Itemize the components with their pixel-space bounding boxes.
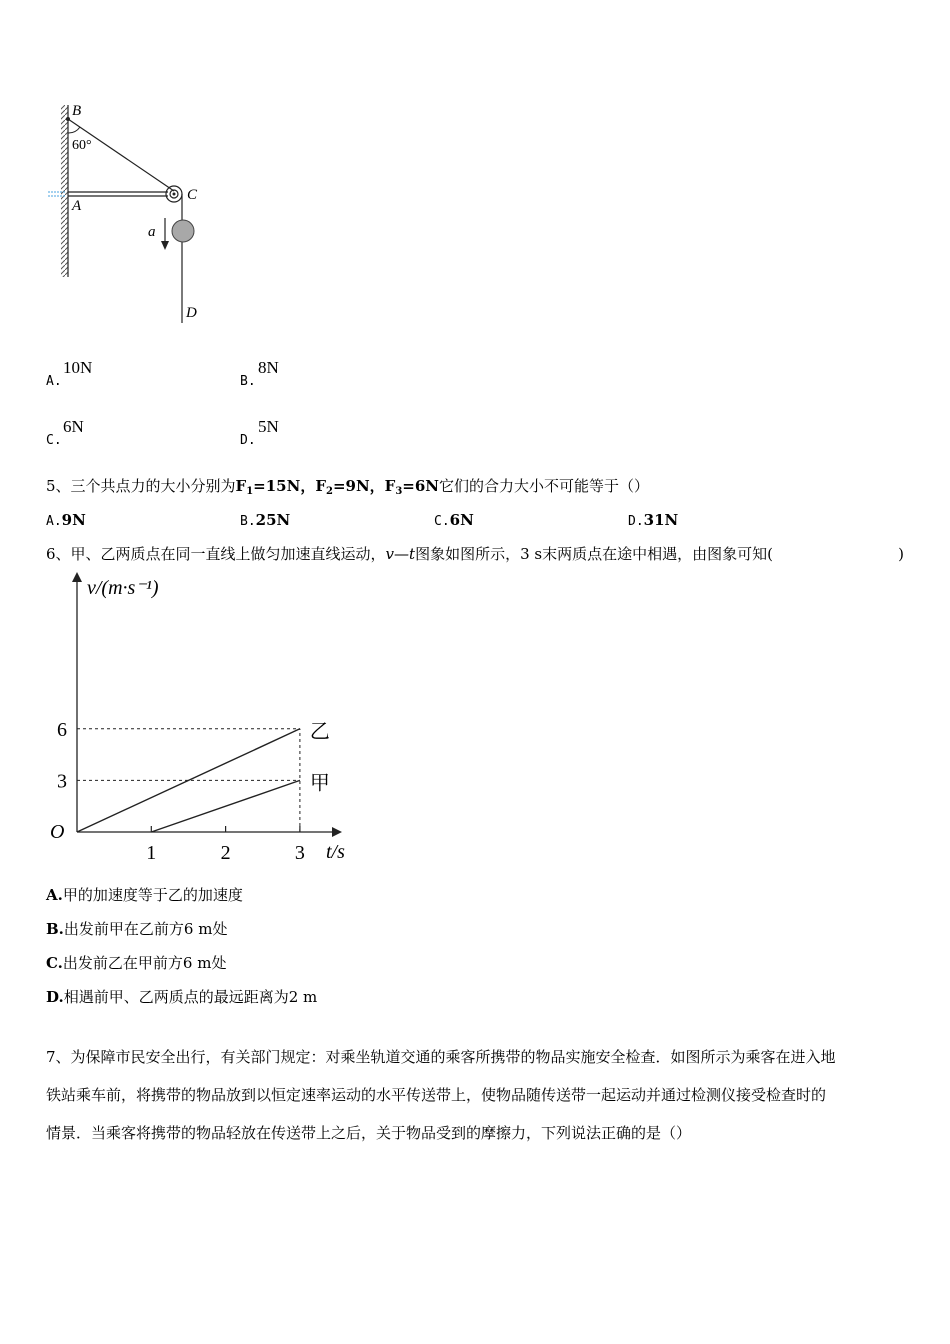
- pulley-figure: [40, 95, 220, 335]
- q5-stem: [46, 477, 649, 501]
- wall: [61, 105, 68, 277]
- label-d: D: [186, 305, 197, 321]
- option-value: 5N: [258, 417, 279, 436]
- y-axis-label: v/(m·s⁻¹): [87, 577, 159, 599]
- label-c: C: [187, 187, 198, 203]
- vt-chart: [40, 570, 360, 870]
- series-line: [77, 729, 300, 832]
- option-text: 出发前乙在甲前方6 m处: [62, 954, 227, 972]
- series-line: [151, 780, 300, 832]
- y-tick-label: 3: [57, 770, 67, 793]
- q7-line-1: 7、为保障市民安全出行，有关部门规定：对乘坐轨道交通的乘客所携带的物品实施安全检查．如图所示为乘客在进入地: [46, 1048, 836, 1066]
- q5-stem-prefix: 5、三个共点力的大小分别为: [46, 477, 236, 495]
- x-axis-label: t/s: [326, 841, 345, 863]
- y-tick-label: 6: [57, 718, 67, 741]
- series-label: 乙: [309, 720, 330, 743]
- q6-stem-a: 6、甲、乙两质点在同一直线上做匀加速直线运动，: [46, 545, 386, 563]
- q6-stem-end: ): [898, 545, 904, 563]
- option-text: 甲的加速度等于乙的加速度: [62, 886, 243, 904]
- q6-option-c[interactable]: [46, 954, 226, 972]
- option-value: 6N: [63, 417, 84, 436]
- option-letter: C.: [434, 514, 450, 529]
- rope-bc: [68, 119, 174, 191]
- option-value: 10N: [63, 358, 93, 377]
- option-letter: B.: [46, 920, 64, 938]
- option-value: 31N: [643, 511, 679, 529]
- option-text: 出发前甲在乙前方6 m处: [63, 920, 228, 938]
- q5-option-b[interactable]: [240, 511, 290, 531]
- option-letter: A.: [46, 374, 62, 389]
- option-letter: C.: [46, 433, 62, 448]
- q7-line-3: 情景．当乘客将携带的物品轻放在传送带上之后，关于物品受到的摩擦力，下列说法正确的是（）: [46, 1124, 692, 1142]
- q6-option-b[interactable]: [46, 920, 227, 938]
- label-angle: 60°: [72, 138, 92, 153]
- label-a-point: A: [72, 198, 82, 214]
- q5-option-c[interactable]: [434, 511, 474, 531]
- q6-option-d[interactable]: [46, 988, 317, 1006]
- q6-option-a[interactable]: [46, 886, 243, 904]
- q6-stem-b: 图象如图所示，3 s末两质点在途中相遇，由图象可知(: [415, 545, 773, 563]
- x-tick-label: 3: [294, 842, 305, 864]
- option-value: 9N: [61, 511, 86, 529]
- force-f3: $F_3=6N$: [384, 477, 440, 497]
- option-letter: A.: [46, 886, 63, 904]
- option-letter: B.: [240, 514, 256, 529]
- q7-line-2: 铁站乘车前，将携带的物品放到以恒定速率运动的水平传送带上，使物品随传送带一起运动并通过检测仪接受检查时的: [46, 1086, 827, 1104]
- option-letter: D.: [628, 514, 644, 529]
- weight-ball: [172, 220, 194, 242]
- q5-option-a[interactable]: [46, 511, 86, 531]
- option-letter: A.: [46, 514, 62, 529]
- x-tick-label: 1: [146, 842, 157, 864]
- series-label: 甲: [309, 772, 330, 795]
- q5-option-d[interactable]: [628, 511, 678, 531]
- option-text: 相遇前甲、乙两质点的最远距离为2 m: [63, 988, 318, 1006]
- option-value: 6N: [449, 511, 474, 529]
- option-letter: B.: [240, 374, 256, 389]
- option-letter: D.: [46, 988, 64, 1006]
- label-b: B: [72, 103, 82, 119]
- option-value: 8N: [258, 358, 279, 377]
- force-f2: $F_2=9N$，: [315, 477, 385, 497]
- force-f1: $F_1=15N$，: [235, 477, 316, 497]
- label-accel: a: [148, 224, 156, 240]
- q5-stem-suffix: 它们的合力大小不可能等于（）: [439, 477, 650, 495]
- option-value: 25N: [255, 511, 291, 529]
- x-tick-label: 2: [220, 842, 231, 864]
- option-letter: C.: [46, 954, 63, 972]
- origin-label: O: [50, 821, 65, 843]
- q6-stem: [46, 545, 904, 563]
- option-letter: D.: [240, 433, 256, 448]
- q6-stem-vt: v—t: [385, 545, 416, 563]
